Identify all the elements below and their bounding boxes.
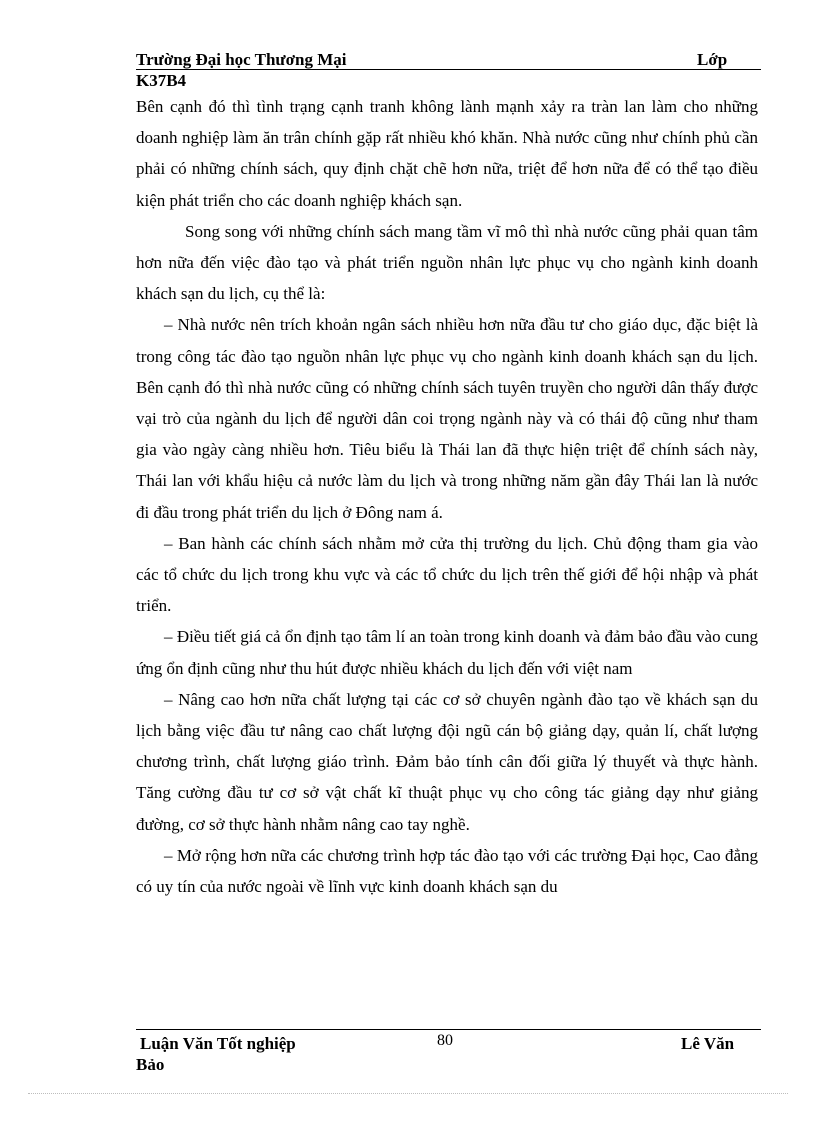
header-class-label: Lớp <box>697 50 728 69</box>
paragraph-training-intro: Song song với những chính sách mang tầm vĩ mô thì nhà nước cũng phải quan tâm hơn nữa đến việc đào tạo và phát triển nguồn nhân lực phục vụ cho ngành kinh doanh khách sạn du lịch, cụ thể là: <box>136 221 758 304</box>
page-bottom-dotted-line <box>28 1093 788 1094</box>
header-divider <box>136 69 761 70</box>
bullet-budget: – Nhà nước nên trích khoản ngân sách nhiều hơn nữa đầu tư cho giáo dục, đặc biệt là trong công tác đào tạo nguồn nhân lực phục vụ cho ngành kinh doanh khách sạn du lịch. Bên cạnh đó thì nhà nước cũng có những chính sách tuyên truyền cho người dân thấy được vại trò của ngành du lịch để người dân coi trọng ngành này và có thái độ cũng như tham gia vào ngày càng nhiều hơn. Tiêu biểu là Thái lan đã thực hiện triệt để chính sách này, Thái lan với khẩu hiệu cả nước làm du lịch và trong những năm gần đây Thái lan là nước đi đầu trong phát triển du lịch ở Đông nam á. <box>136 315 758 522</box>
header-school: Trường Đại học Thương Mại <box>136 50 347 69</box>
document-body <box>136 91 758 902</box>
header-class-code: K37B4 <box>136 71 187 90</box>
bullet-price-regulation: – Điều tiết giá cả ổn định tạo tâm lí an toàn trong kinh doanh và đảm bảo đầu vào cung ứng ổn định cũng như thu hút được nhiều khách du lịch đến với việt nam <box>136 627 758 678</box>
footer-thesis-label: Luận Văn Tốt nghiệp <box>140 1034 296 1053</box>
footer-author-first: Lê Văn <box>681 1034 735 1053</box>
bullet-open-market: – Ban hành các chính sách nhằm mở cửa thị trường du lịch. Chủ động tham gia vào các tổ chức du lịch trong khu vực và các tổ chức du lịch trên thế giới để hội nhập và phát triển. <box>136 533 758 616</box>
paragraph-competition: Bên cạnh đó thì tình trạng cạnh tranh không lành mạnh xảy ra tràn lan làm cho những doanh nghiệp làm ăn trân chính gặp rất nhiều khó khăn. Nhà nước cũng như chính phủ cần phải có những chính sách, quy định chặt chẽ hơn nữa, triệt để hơn nữa để có thể tạo điều kiện phát triển cho các doanh nghiệp khách sạn. <box>136 97 758 210</box>
footer-divider <box>136 1029 761 1030</box>
bullet-cooperation: – Mở rộng hơn nữa các chương trình hợp tác đào tạo với các trường Đại học, Cao đẳng có uy tín của nước ngoài về lĩnh vực kinh doanh khách sạn du <box>136 845 758 897</box>
bullet-training-quality: – Nâng cao hơn nữa chất lượng tại các cơ sở chuyên ngành đào tạo về khách sạn du lịch bằng việc đầu tư nâng cao chất lượng đội ngũ cán bộ giảng dạy, quản lí, chất lượng chương trình, chất lượng giáo trình. Đảm bảo tính cân đối giữa lý thuyết và thực hành. Tăng cường đầu tư cơ sở vật chất kĩ thuật phục vụ cho công tác giảng dạy như giảng đường, cơ sở thực hành nhằm nâng cao tay nghề. <box>136 689 758 834</box>
page-number: 80 <box>437 1032 453 1049</box>
footer-author-last: Bảo <box>136 1055 165 1074</box>
